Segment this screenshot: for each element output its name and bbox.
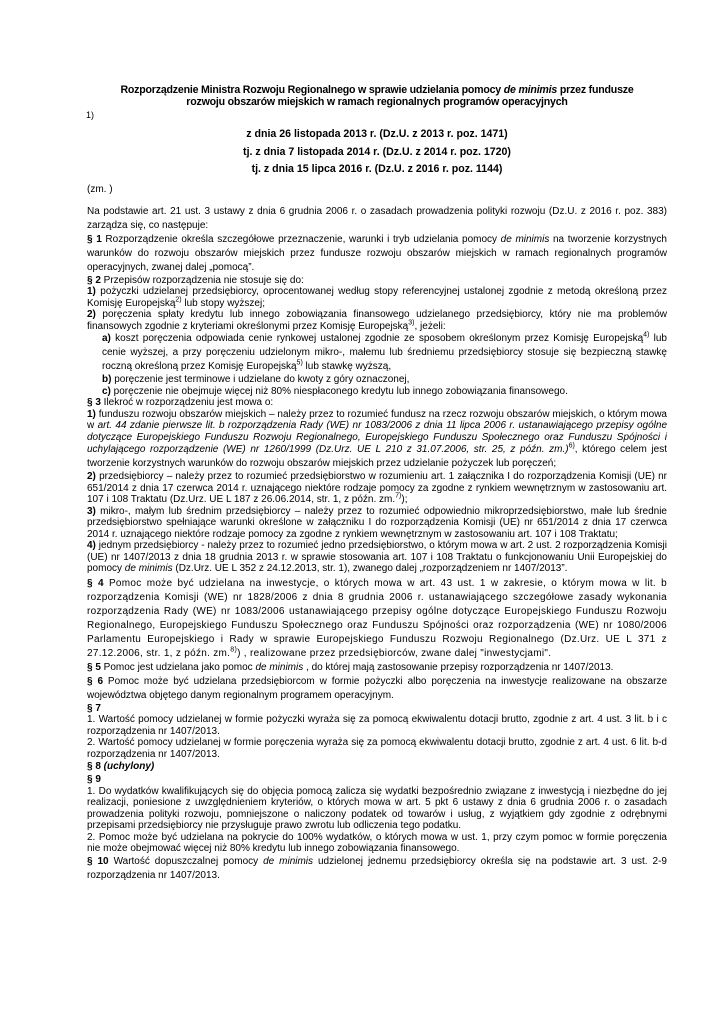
- amendments-note: (zm. ): [87, 183, 113, 195]
- date-line-3: tj. z dnia 15 lipca 2016 r. (Dz.U. z 2016 r. poz. 1144): [251, 163, 503, 175]
- section-2: [87, 275, 667, 398]
- section-8-mark: § 8: [87, 761, 101, 772]
- section-5-text-end: , do której mają zastosowanie przepisy rozporządzenia nr 1407/2013.: [303, 661, 614, 673]
- section-3-intro: Ilekroć w rozporządzeniu jest mowa o:: [100, 397, 274, 408]
- section-2-subitem-a: [87, 332, 667, 374]
- item-mark: 2): [87, 471, 96, 482]
- section-1-text-b: na tworzenie korzystnych warunków do rozwoju obszarów miejskich przez fundusze rozwoju obszarów miejskich w ramach regionalnych programów operacyjnych, zwanej dalej „pomocą”.: [87, 233, 667, 273]
- item-text-end: (Dz.Urz. UE L 352 z 24.12.2013, str. 1), zwanego dalej „rozporządzeniem nr 1407/2013”.: [172, 563, 568, 574]
- section-3-item-1: [87, 409, 667, 472]
- section-4-mark: § 4: [87, 577, 104, 589]
- section-5-italic: de minimis: [255, 661, 304, 673]
- section-9-para-1: 1. Do wydatków kwalifikujących się do objęcia pomocą zalicza się wydatki bezpośrednio związane z inwestycją i niezbędne do jej realizacji, poniesione z uwzględnieniem kryteriów, o których mowa w art. 5 pkt 6 ustawy z dnia 6 grudnia 2006 r. o zasadach prowadzenia polityki rozwoju, pomniejszone o naliczony podatek od towarów i usług, z wyjątkiem gdy zgodnie z odrębnymi przepisami przedsiębiorcy nie przysługuje prawo zwrotu lub odliczenia tego podatku.: [87, 785, 667, 831]
- section-1-text-a: Rozporządzenie określa szczegółowe przeznaczenie, warunki i tryb udzielania pomocy: [101, 233, 501, 245]
- section-1: [87, 233, 667, 275]
- section-1-italic: de minimis: [500, 233, 550, 245]
- section-9: [87, 774, 667, 855]
- item-text-end: );: [401, 494, 408, 505]
- section-7: [87, 703, 667, 761]
- date-line-1: z dnia 26 listopada 2013 r. (Dz.U. z 2013 r. poz. 1471): [246, 128, 508, 140]
- title-line1-end: przez fundusze: [557, 84, 634, 96]
- title-line2: rozwoju obszarów miejskich w ramach regionalnych programów operacyjnych: [186, 96, 568, 108]
- section-3-item-2: [87, 471, 667, 506]
- item-mark: 1): [87, 286, 96, 297]
- section-10-text: Wartość dopuszczalnej pomocy: [108, 855, 264, 867]
- item-text: mikro-, małym lub średnim przedsiębiorcy – należy przez to rozumieć odpowiednio mikroprzedsiębiorstwo, małe lub średnie przedsiębiorstwo spełniające warunki określone w załączniku I do rozporządzenia Komisji (UE) nr 651/2014 z dnia 17 czerwca 2014 r. uznającego niektóre rodzaje pomocy za zgodne z rynkiem wewnętrznym w zastosowaniu art. 107 i 108 Traktatu;: [87, 505, 667, 540]
- section-3-item-4: [87, 540, 667, 575]
- section-2-subitem-c: [87, 386, 667, 398]
- footnote-ref[interactable]: 5): [296, 359, 303, 367]
- section-10: [87, 855, 667, 883]
- item-mark: 3): [87, 505, 96, 517]
- item-text-end: , którego celem jest tworzenie korzystnych warunków do rozwoju obszarów miejskich przez udzielanie pożyczek lub poręczeń;: [87, 444, 667, 469]
- item-mark: 2): [87, 309, 96, 320]
- section-5-mark: § 5: [87, 661, 101, 673]
- section-6-mark: § 6: [87, 675, 104, 687]
- section-1-mark: § 1: [87, 233, 102, 245]
- subitem-text: poręczenie jest terminowe i udzielane do kwoty z góry oznaczonej,: [111, 374, 410, 385]
- section-2-subitem-b: [87, 374, 667, 386]
- footnote-ref[interactable]: 6): [568, 442, 575, 450]
- section-6: [87, 675, 667, 703]
- section-5: [87, 661, 667, 675]
- preamble: Na podstawie art. 21 ust. 3 ustawy z dnia 6 grudnia 2006 r. o zasadach prowadzenia polityki rozwoju (Dz.U. z 2016 r. poz. 383) zarządza się, co następuje:: [87, 205, 667, 231]
- item-text: funduszu rozwoju obszarów miejskich – należy przez to rozumieć fundusz na rzecz rozwoju obszarów miejskich, o którym mowa w: [87, 408, 667, 431]
- title-line1: Rozporządzenie Ministra Rozwoju Regionalnego w sprawie udzielania pomocy: [120, 84, 504, 96]
- section-2-item-2: [87, 309, 667, 332]
- title-italic: de minimis: [503, 84, 558, 96]
- item-mark: 1): [87, 408, 96, 420]
- section-9-para-2: 2. Pomoc może być udzielana na pokrycie do 100% wydatków, o których mowa w ust. 1, przy czym pomoc w formie poręczenia nie może obejmować więcej niż 80% kredytu lub innego zobowiązania finansowego.: [87, 831, 667, 854]
- section-4: [87, 577, 667, 661]
- section-5-text: Pomoc jest udzielana jako pomoc: [100, 661, 256, 673]
- section-2-intro: Przepisów rozporządzenia nie stosuje się do:: [100, 274, 304, 286]
- item-text: pożyczki udzielanej przedsiębiorcy, oprocentowanej według stopy referencyjnej ustalonej zgodnie z metodą określoną przez Komisję Europejską: [87, 286, 667, 309]
- section-6-text: Pomoc może być udzielana przedsiębiorcom w formie pożyczki albo poręczenia na inwestycje realizowane na obszarze województwa objętego danym regionalnym programem operacyjnym.: [87, 675, 668, 701]
- document-body: [87, 205, 667, 883]
- subitem-text-3: lub stawkę wyższą,: [302, 361, 392, 372]
- publication-dates: [87, 126, 667, 179]
- footnote-ref[interactable]: 3): [408, 319, 415, 327]
- section-8: [87, 760, 667, 774]
- date-line-2: tj. z dnia 7 listopada 2014 r. (Dz.U. z 2014 r. poz. 1720): [243, 145, 511, 158]
- item-text: przedsiębiorcy – należy przez to rozumieć przedsiębiorstwo w rozumieniu art. 1 załącznika I do rozporządzenia Komisji (UE) nr 651/2014 z dnia 17 czerwca 2014 r. uznającego niektóre rodzaje pomocy za zgodne z rynkiem wewnętrznym w zastosowaniu art. 107 i 108 Traktatu (Dz.Urz. UE L 187 z 26.06.2014, str. 1, z późn. zm.: [87, 471, 667, 505]
- subitem-mark: c): [102, 385, 111, 397]
- item-text-end: lub stopy wyższej;: [181, 297, 265, 309]
- footnote-ref[interactable]: 2): [175, 296, 182, 304]
- title-footnote-ref[interactable]: 1): [86, 110, 95, 120]
- section-3-item-3: [87, 506, 667, 541]
- subitem-mark: b): [102, 374, 112, 385]
- section-10-mark: § 10: [87, 855, 109, 867]
- subitem-mark: a): [102, 333, 111, 344]
- footnote-ref[interactable]: 7): [395, 492, 402, 500]
- section-7-mark: § 7: [87, 702, 101, 714]
- section-8-text: (uchylony): [100, 761, 155, 772]
- section-2-mark: § 2: [87, 274, 101, 286]
- document-page: [87, 84, 667, 883]
- section-10-italic: de minimis: [263, 855, 314, 867]
- item-text-end: , jeżeli:: [414, 320, 446, 332]
- section-3: [87, 397, 667, 575]
- subitem-text-2: lub cenie wyższej, a przy poręczeniu udzielonym mikro-, małemu lub średniemu przedsiębiorcy stosuje się bezpieczną stawkę roczną określoną przez Komisję Europejską: [102, 333, 667, 372]
- footnote-ref[interactable]: 4): [643, 331, 650, 339]
- section-2-item-1: [87, 286, 667, 309]
- item-text: jednym przedsiębiorcy - należy przez to rozumieć jedno przedsiębiorstwo, o którym mowa w art. 2 ust. 2 rozporządzenia Komisji (UE) nr 1407/2013 z dnia 18 grudnia 2013 r. w sprawie stosowania art. 107 i 108 Traktatu o funkcjonowaniu Unii Europejskiej do pomocy: [87, 540, 667, 574]
- item-italic: de minimis: [124, 563, 173, 574]
- section-3-mark: § 3: [87, 397, 101, 408]
- section-7-para-1: 1. Wartość pomocy udzielanej w formie pożyczki wyraża się za pomocą ekwiwalentu dotacji brutto, zgodnie z art. 4 ust. 3 lit. b i c rozporządzenia nr 1407/2013.: [87, 714, 667, 737]
- section-7-para-2: 2. Wartość pomocy udzielanej w formie poręczenia wyraża się za pomocą ekwiwalentu dotacji brutto, zgodnie z art. 4 ust. 6 lit. b-d rozporządzenia nr 1407/2013.: [87, 737, 667, 760]
- subitem-text: poręczenie nie obejmuje więcej niż 80% niespłaconego kredytu lub innego zobowiązania finansowego.: [110, 385, 568, 397]
- item-mark: 4): [87, 540, 96, 551]
- item-text: poręczenia spłaty kredytu lub innego zobowiązania finansowego udzielanego przedsiębiorcy, który nie ma problemów finansowych zgodnie z kryteriami określonymi przez Komisję Europejską: [87, 309, 667, 332]
- section-9-mark: § 9: [87, 774, 101, 785]
- section-10-text-end: udzielonej jednemu przedsiębiorcy określa się na podstawie art. 3 ust. 2-9 rozporządzenia nr 1407/2013.: [87, 855, 667, 881]
- section-4-text: Pomoc może być udzielana na inwestycje, o których mowa w art. 43 ust. 1 w zakresie, o którym mowa w lit. b rozporządzenia Komisji (WE) nr 1828/2006 z dnia 8 grudnia 2006 r. ustanawiającego szczegółowe zasady wykonania rozporządzenia Rady (WE) nr 1083/2006 ustanawiającego przepisy ogólne dotyczące Europejskiego Funduszu Rozwoju Regionalnego, Europejskiego Funduszu Społecznego oraz Funduszu Spójności oraz rozporządzenia (WE) nr 1080/2006 Parlamentu Europejskiego i Rady w sprawie Europejskiego Funduszu Rozwoju Regionalnego (Dz.Urz. UE L 371 z 27.12.2006, str. 1, z późn. zm.: [87, 577, 667, 659]
- subitem-text: koszt poręczenia odpowiada cenie rynkowej ustalonej zgodnie ze sposobem określonym przez Komisję Europejską: [110, 333, 644, 344]
- document-title: [87, 84, 667, 108]
- section-4-text-end: ) , realizowane przez przedsiębiorców, zwane dalej "inwestycjami".: [237, 647, 552, 659]
- item-italic: art. 44 zdanie pierwsze lit. b rozporządzenia Rady (WE) nr 1083/2006 z dnia 11 lipca 2006 r. ustanawiającego przepisy ogólne dotyczące Europejskiego Funduszu Rozwoju Regionalnego, Europejskiego Funduszu Społecznego oraz Funduszu Spójności i uchylającego rozporządzenie (WE) nr 1260/1999 (Dz.Urz. UE L 210 z 31.07.2006, str. 25, z późn. zm.): [87, 420, 668, 455]
- footnote-ref[interactable]: 8): [230, 646, 238, 654]
